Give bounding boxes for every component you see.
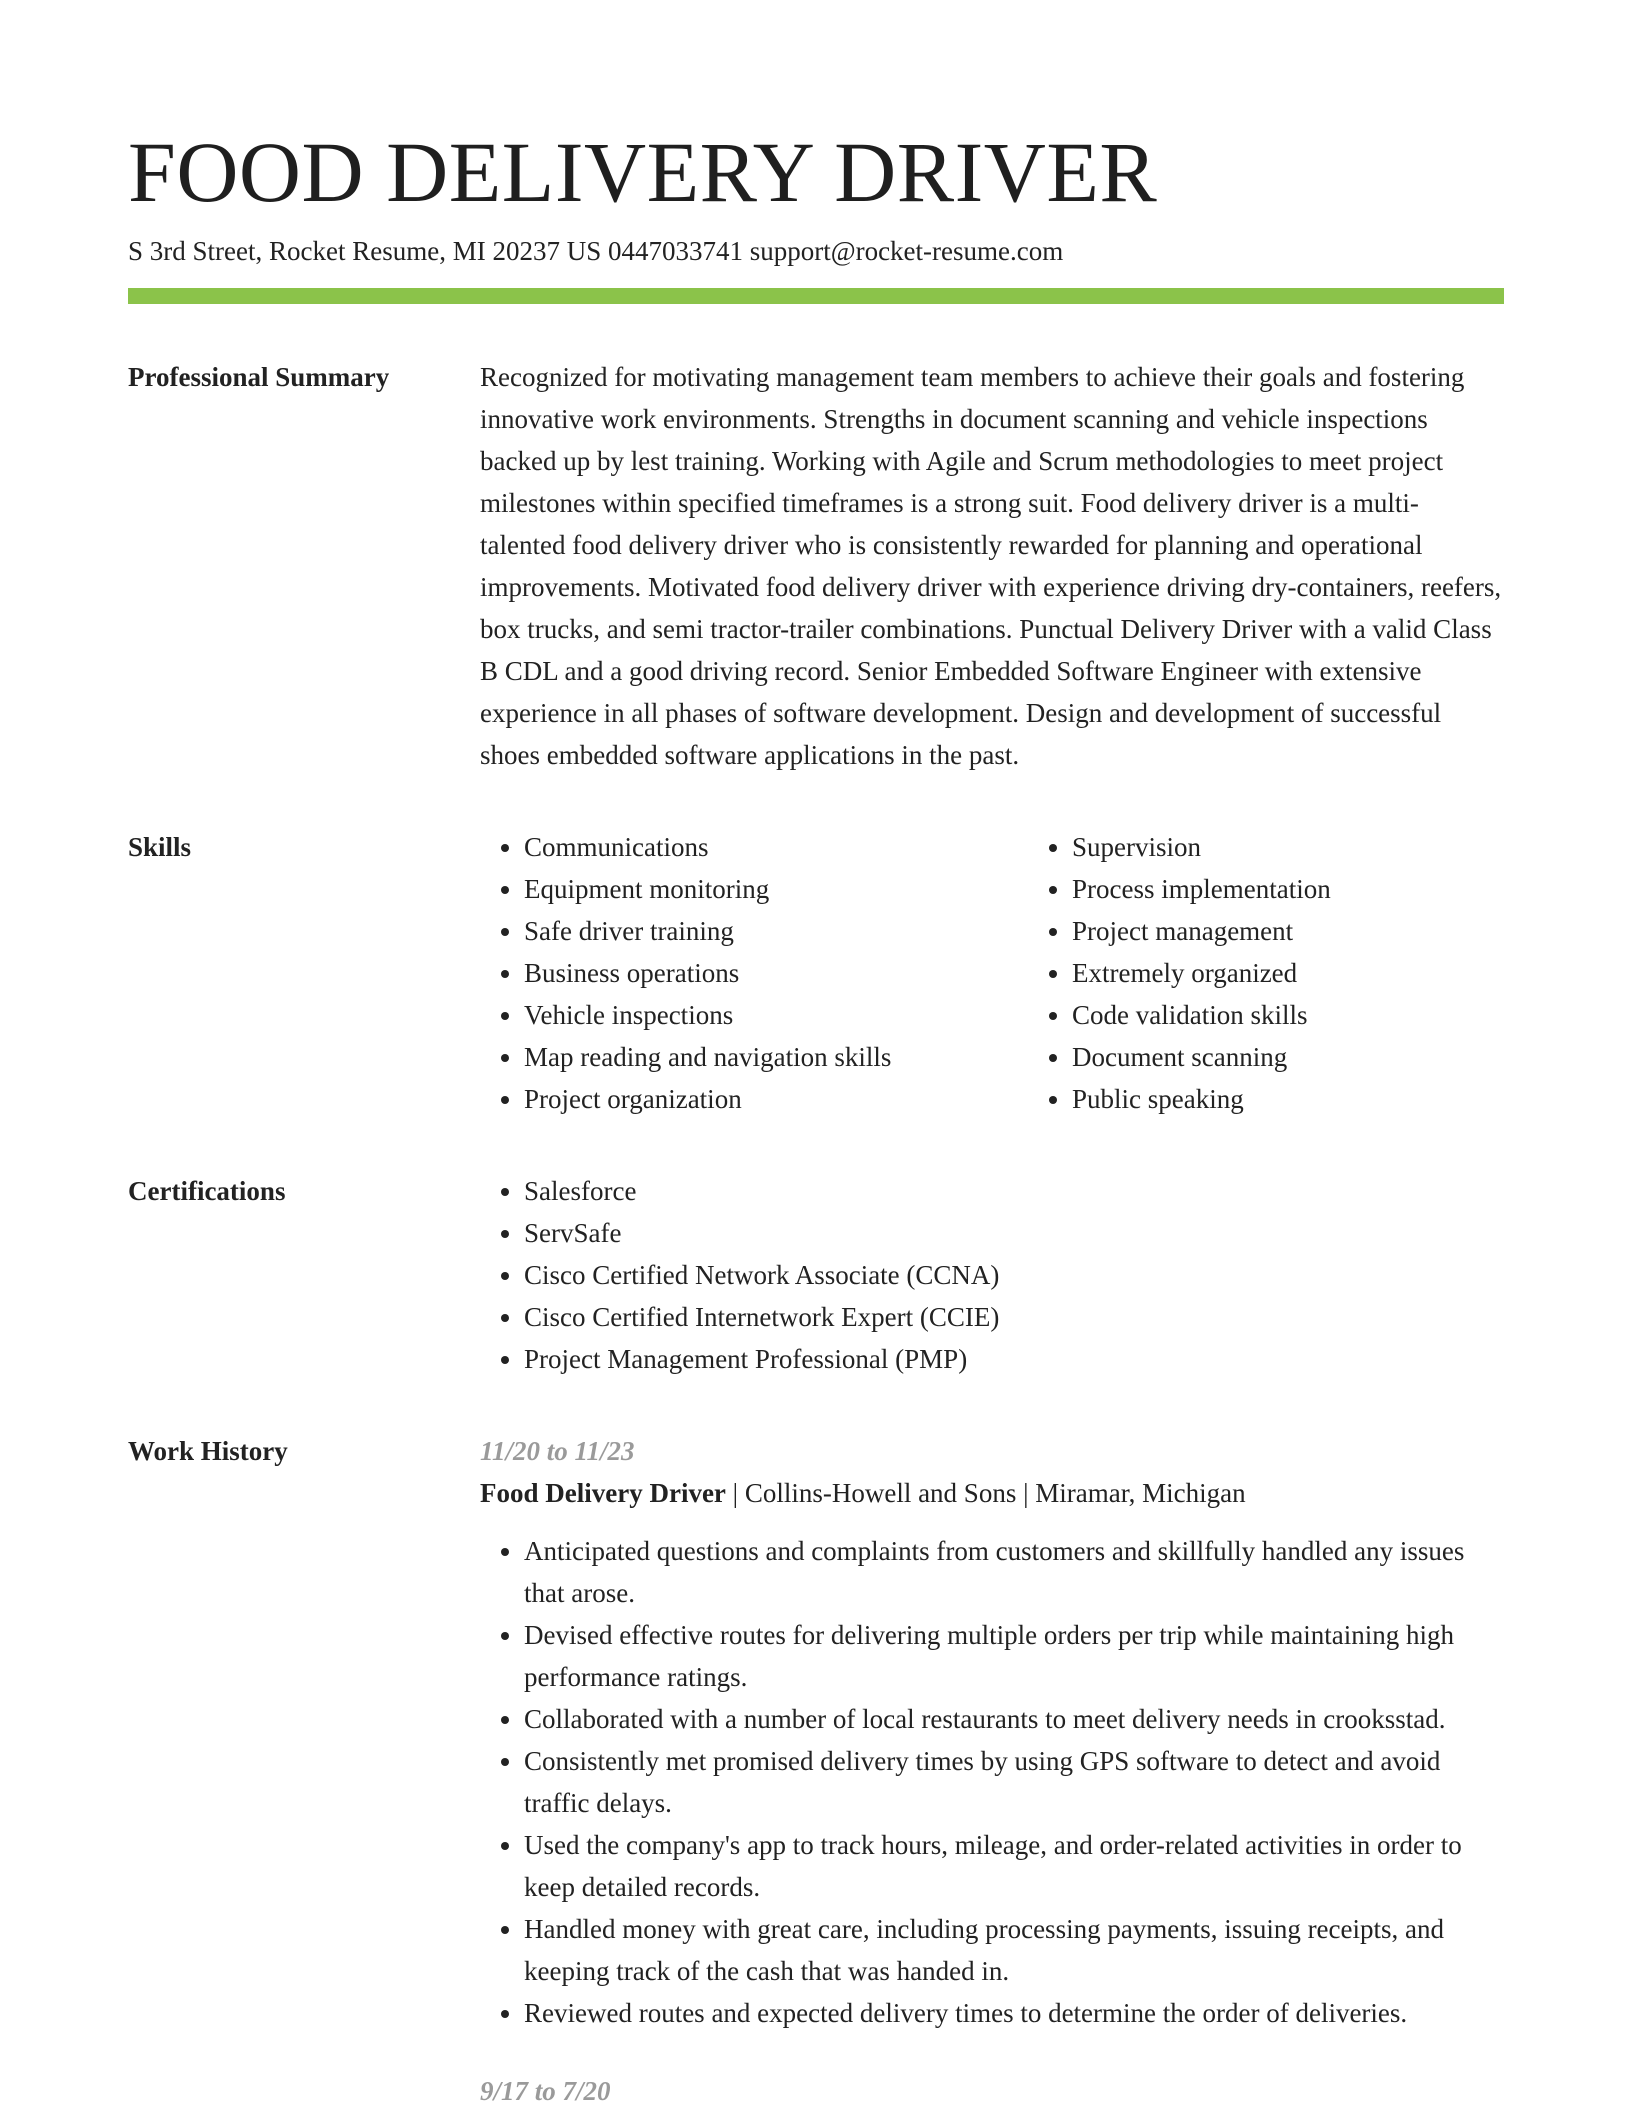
contact-line (128, 232, 1504, 270)
job-duty: • Reviewed routes and expected delivery times to determine the order of deliveries. (524, 1992, 1504, 2034)
resume-title: FOOD DELIVERY DRIVER (128, 124, 1158, 220)
skills-section (128, 826, 1504, 1120)
skill-item: • Code validation skills (1072, 994, 1576, 1036)
job-heading (480, 1472, 1504, 1514)
job-duty: • Handled money with great care, including processing payments, issuing receipts, and keeping track of the cash that was handed in. (524, 1908, 1504, 1992)
skill-item: • Process implementation (1072, 868, 1576, 910)
certifications-heading: Certifications (128, 1176, 286, 1206)
skill-item: • Equipment monitoring (524, 868, 1028, 910)
job-entry (480, 1430, 1504, 2034)
certification-item: • Cisco Certified Internetwork Expert (CCIE) (524, 1296, 1504, 1338)
skill-item: • Extremely organized (1072, 952, 1576, 994)
certification-item: • Project Management Professional (PMP) (524, 1338, 1504, 1380)
certification-item: • Cisco Certified Network Associate (CCNA) (524, 1254, 1504, 1296)
skills-heading: Skills (128, 832, 192, 862)
skill-item: • Safe driver training (524, 910, 1028, 952)
skill-item: • Public speaking (1072, 1078, 1576, 1120)
skill-item: • Business operations (524, 952, 1028, 994)
contact-phone: 0447033741 (607, 236, 743, 266)
skill-item: • Vehicle inspections (524, 994, 1028, 1036)
job-duty: • Collaborated with a number of local restaurants to meet delivery needs in crooksstad. (524, 1698, 1504, 1740)
work-history-section (128, 1430, 1504, 2112)
skill-item: • Project organization (524, 1078, 1028, 1120)
job-entry (480, 2070, 1504, 2112)
skill-item: • Document scanning (1072, 1036, 1576, 1078)
job-dates: 11/20 to 11/23 (480, 1436, 635, 1466)
contact-address: S 3rd Street, Rocket Resume, MI 20237 US (128, 236, 602, 266)
skill-item: • Supervision (1072, 826, 1576, 868)
certification-item: • Salesforce (524, 1170, 1504, 1212)
certifications-section (128, 1170, 1504, 1380)
job-duties-list (480, 1530, 1504, 2034)
job-duty: • Consistently met promised delivery times by using GPS software to detect and avoid traffic delays. (524, 1740, 1504, 1824)
skill-item: • Communications (524, 826, 1028, 868)
work-history-heading: Work History (128, 1436, 288, 1466)
job-duty: • Anticipated questions and complaints from customers and skillfully handled any issues that arose. (524, 1530, 1504, 1614)
summary-section (128, 356, 1504, 776)
skill-item: • Project management (1072, 910, 1576, 952)
skills-list-left (480, 826, 1028, 1120)
skill-item: • Map reading and navigation skills (524, 1036, 1028, 1078)
job-title: Food Delivery Driver (480, 1478, 726, 1508)
summary-text: Recognized for motivating management team members to achieve their goals and fostering innovative work environments. Strengths in document scanning and vehicle inspections backed up by lest training. Working with Agile and Scrum methodologies to meet project milestones within specified timeframes is a strong suit. Food delivery driver is a multi-talented food delivery driver who is consistently rewarded for planning and operational improvements. Motivated food delivery driver with experience driving dry-containers, reefers, box trucks, and semi tractor-trailer combinations. Punctual Delivery Driver with a valid Class B CDL and a good driving record. Senior Embedded Software Engineer with extensive experience in all phases of software development. Design and development of successful shoes embedded software applications in the past. (480, 362, 1502, 770)
certifications-list (480, 1170, 1504, 1380)
contact-email: support@rocket-resume.com (749, 236, 1064, 266)
certification-item: • ServSafe (524, 1212, 1504, 1254)
job-location: | Miramar, Michigan (1016, 1478, 1245, 1508)
resume-page (128, 120, 1504, 2112)
job-company: | Collins-Howell and Sons (726, 1478, 1016, 1508)
job-dates: 9/17 to 7/20 (480, 2076, 611, 2106)
summary-heading: Professional Summary (128, 362, 390, 392)
job-duty: • Used the company's app to track hours, mileage, and order-related activities in order to keep detailed records. (524, 1824, 1504, 1908)
accent-divider (128, 288, 1504, 304)
skills-list-right (1028, 826, 1576, 1120)
job-duty: • Devised effective routes for delivering multiple orders per trip while maintaining high performance ratings. (524, 1614, 1504, 1698)
